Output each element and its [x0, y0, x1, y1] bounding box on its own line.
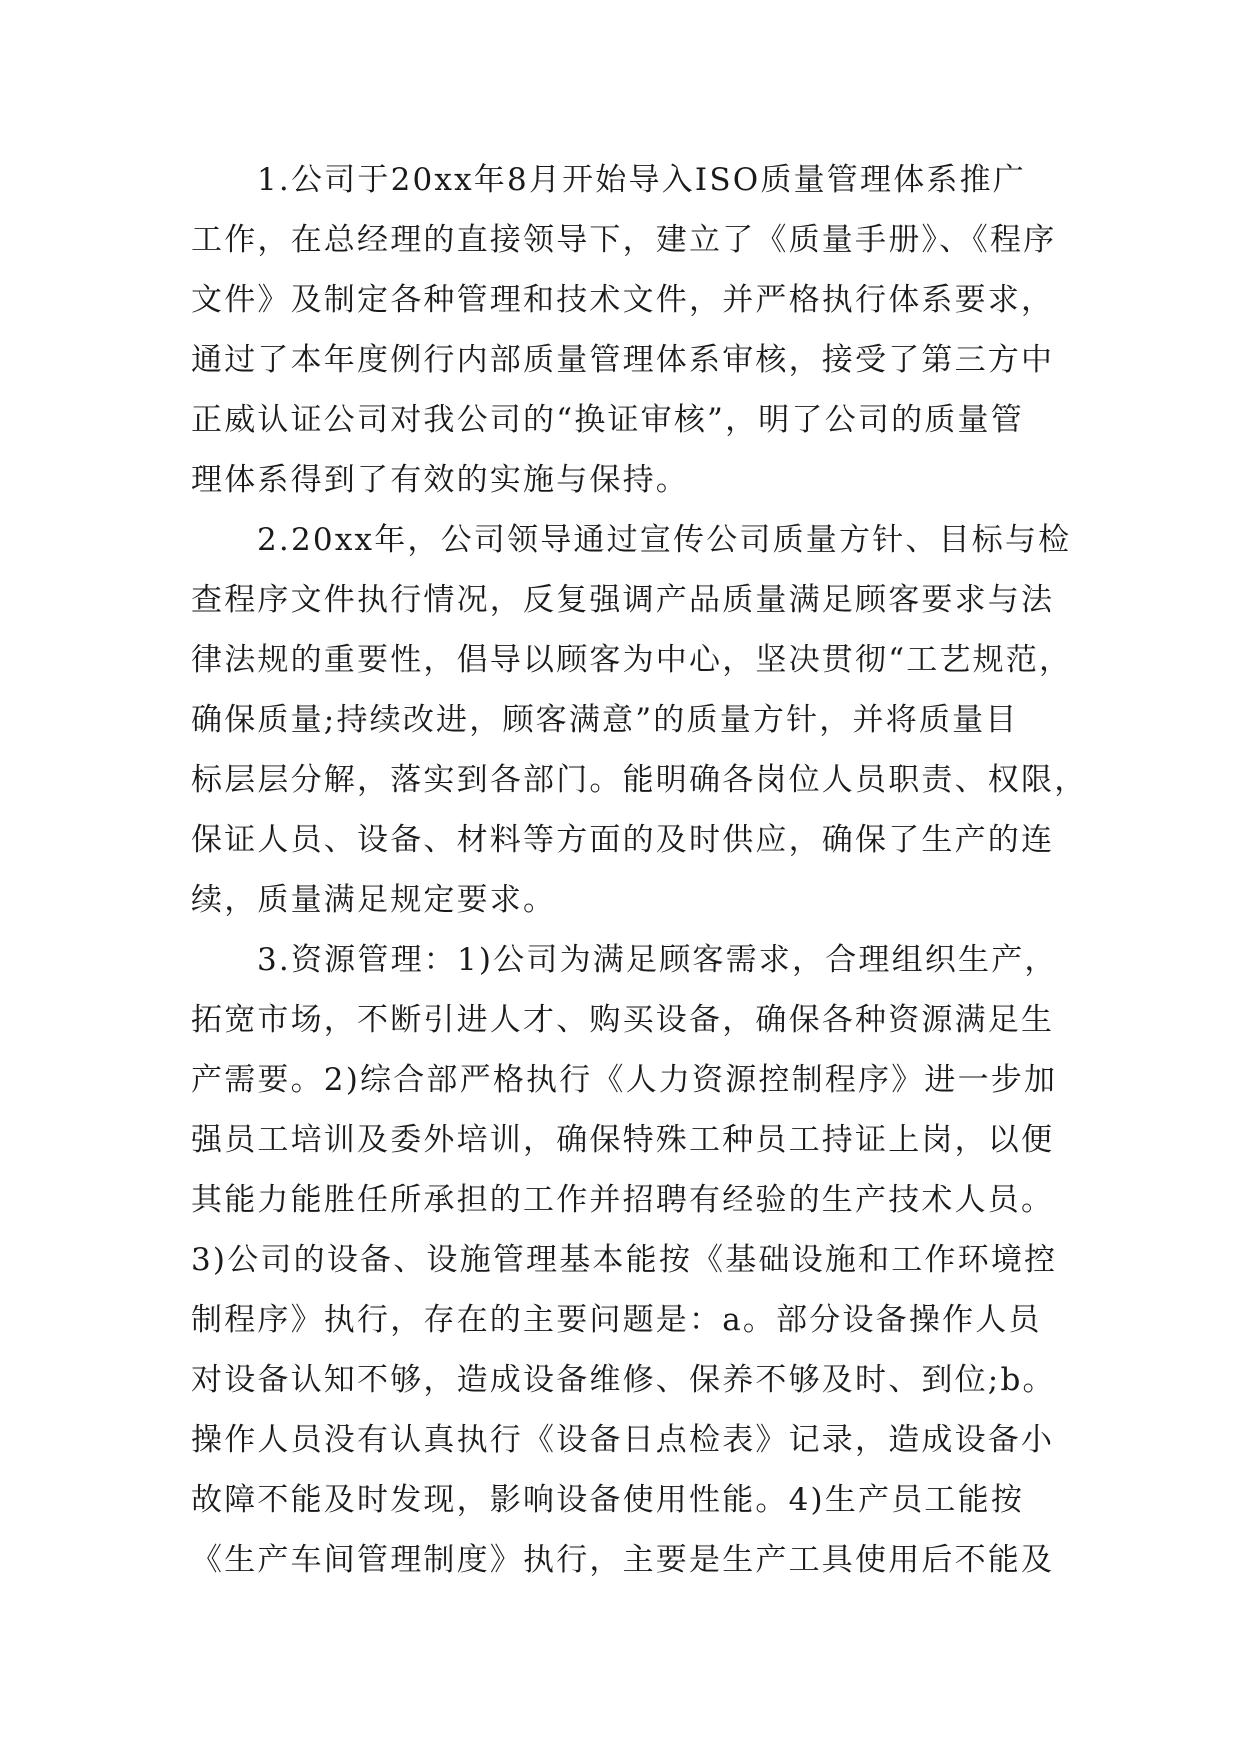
paragraph-2-line-5: 标层层分解，落实到各部门。能明确各岗位人员职责、权限， — [191, 762, 1088, 798]
paragraph-3-line-6: 3)公司的设备、设施管理基本能按《基础设施和工作环境控 — [191, 1242, 1058, 1278]
paragraph-3-line-8: 对设备认知不够，造成设备维修、保养不够及时、到位;b。 — [191, 1362, 1056, 1398]
paragraph-1-line-5: 正威认证公司对我公司的“换证审核”，明了公司的质量管 — [191, 402, 1024, 438]
paragraph-2-line-1: 2.20xx年，公司领导通过宣传公司质量方针、目标与检 — [257, 522, 1072, 558]
paragraph-2-line-6: 保证人员、设备、材料等方面的及时供应，确保了生产的连 — [191, 822, 1055, 858]
paragraph-3-line-5: 其能力能胜任所承担的工作并招聘有经验的生产技术人员。 — [191, 1182, 1055, 1218]
paragraph-2-line-3: 律法规的重要性，倡导以顾客为中心，坚决贯彻“工艺规范， — [191, 642, 1073, 678]
paragraph-3-line-7: 制程序》执行，存在的主要问题是：a。部分设备操作人员 — [191, 1302, 1042, 1338]
paragraph-3-line-4: 强员工培训及委外培训，确保特殊工种员工持证上岗，以便 — [191, 1122, 1055, 1158]
paragraph-1-line-2: 工作，在总经理的直接领导下，建立了《质量手册》、《程序 — [191, 222, 1057, 258]
paragraph-1-line-1: 1.公司于20xx年8月开始导入ISO质量管理体系推广 — [257, 162, 1027, 198]
paragraph-3-line-2: 拓宽市场，不断引进人才、购买设备，确保各种资源满足生 — [191, 1002, 1055, 1038]
paragraph-3-line-3: 产需要。2)综合部严格执行《人力资源控制程序》进一步加 — [191, 1062, 1058, 1098]
paragraph-3-line-9: 操作人员没有认真执行《设备日点检表》记录，造成设备小 — [191, 1422, 1055, 1458]
paragraph-2-line-4: 确保质量;持续改进，顾客满意”的质量方针，并将质量目 — [191, 702, 1019, 738]
paragraph-3-line-1: 3.资源管理：1)公司为满足顾客需求，合理组织生产， — [257, 942, 1058, 978]
paragraph-3-line-11: 《生产车间管理制度》执行，主要是生产工具使用后不能及 — [191, 1542, 1055, 1578]
paragraph-1-line-4: 通过了本年度例行内部质量管理体系审核，接受了第三方中 — [191, 342, 1055, 378]
paragraph-2-line-2: 查程序文件执行情况，反复强调产品质量满足顾客要求与法 — [191, 582, 1055, 618]
paragraph-2-line-7: 续，质量满足规定要求。 — [191, 882, 557, 918]
paragraph-1-line-3: 文件》及制定各种管理和技术文件，并严格执行体系要求， — [191, 282, 1055, 318]
paragraph-1-line-6: 理体系得到了有效的实施与保持。 — [191, 462, 689, 498]
paragraph-3-line-10: 故障不能及时发现，影响设备使用性能。4)生产员工能按 — [191, 1482, 1025, 1518]
